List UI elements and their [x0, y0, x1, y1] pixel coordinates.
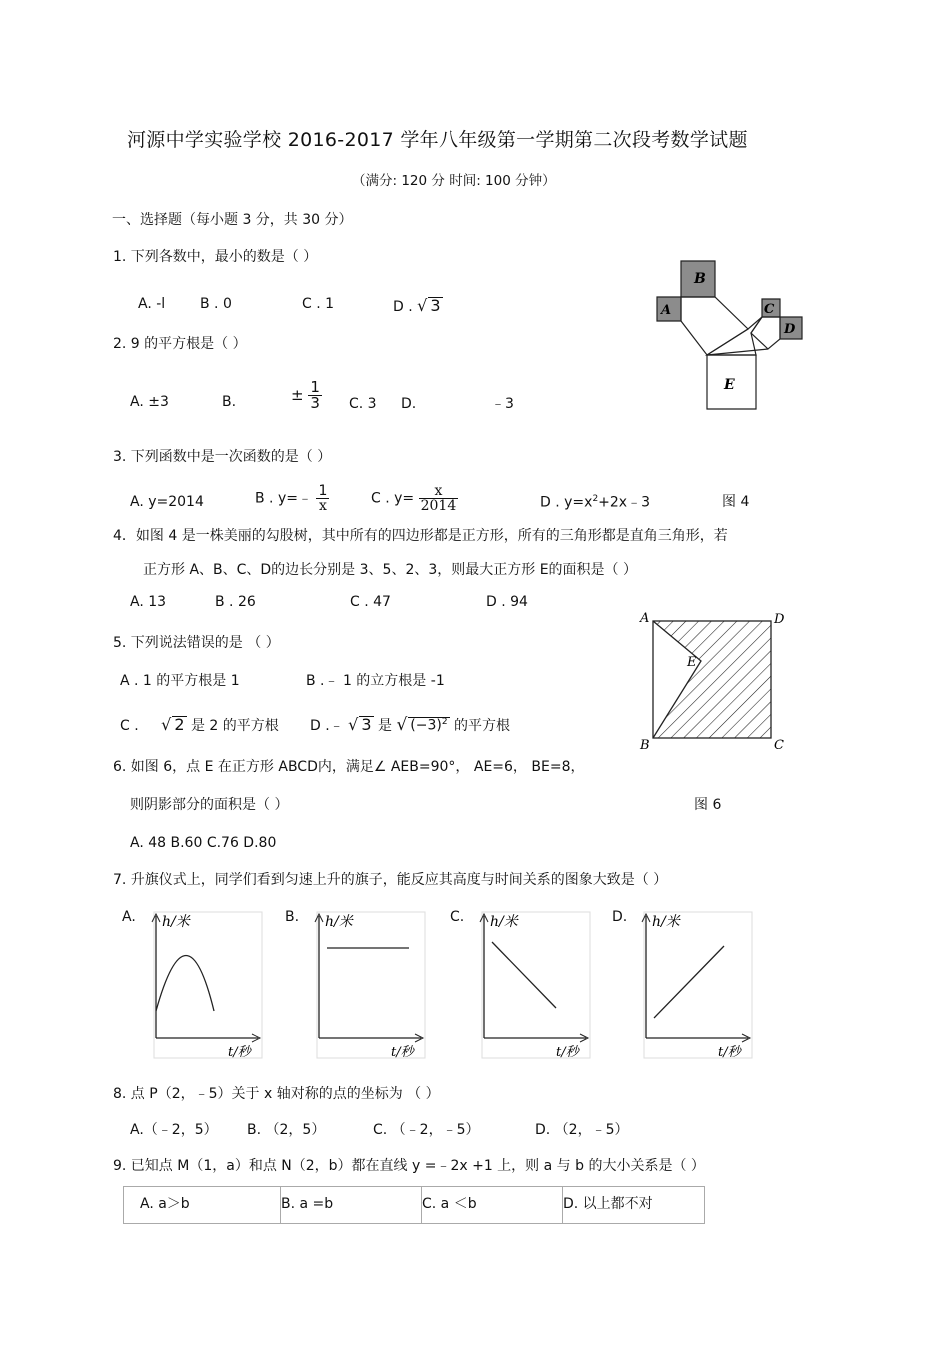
q3-option-b-label: B . y=﹣	[255, 490, 312, 507]
section-heading: 一、选择题（每小题 3 分，共 30 分）	[112, 212, 353, 228]
q5-stem: 5. 下列说法错误的是 （ ）	[113, 635, 280, 651]
figure6-square-diagram	[635, 608, 795, 758]
q7-option-label-b: B.	[285, 909, 300, 925]
q5-option-c-radicand: 2	[174, 715, 185, 734]
q2-option-d-value: ﹣3	[491, 396, 514, 412]
q4-option-c: C . 47	[350, 594, 391, 610]
fig6-label-a: A	[640, 611, 650, 626]
q3-option-b	[255, 484, 329, 513]
q7-y-axis-label: h/米	[162, 914, 190, 930]
q7-x-axis-label: t/秒	[718, 1045, 741, 1060]
q6-line2: 则阴影部分的面积是（ ）	[130, 797, 289, 813]
q3-option-b-denominator: x	[318, 498, 327, 514]
q1-option-b: B . 0	[200, 296, 232, 312]
exam-title: 河源中学实验学校 2016-2017 学年八年级第一学期第二次段考数学试题	[127, 129, 748, 151]
q2-option-b-denominator: 3	[310, 394, 320, 412]
q2-option-d-label: D.	[401, 396, 417, 412]
q7-graph-curve	[492, 942, 556, 1008]
q2-stem: 2. 9 的平方根是（ ）	[113, 336, 247, 352]
q2-option-a: A. ±3	[130, 394, 169, 410]
q3-option-d-suffix: +2x﹣3	[598, 494, 651, 511]
q9-stem: 9. 已知点 M（1，a）和点 N（2，b）都在直线 y =﹣2x +1 上，则 a 与 b 的大小关系是（ ）	[113, 1158, 705, 1174]
fig4-label-d: D	[784, 322, 796, 337]
q9-option-d: D. 以上都不对	[563, 1196, 653, 1212]
q5-option-c-suffix: 是 2 的平方根	[190, 718, 279, 734]
q8-option-d: D. （2，﹣5）	[535, 1122, 629, 1138]
q1-option-d-radicand: 3	[430, 296, 441, 315]
q7-option-label-d: D.	[612, 909, 628, 925]
q6-line1: 6. 如图 6，点 E 在正方形 ABCD内，满足∠ AEB=90°， AE=6， BE=8，	[113, 759, 585, 775]
fig4-label-a: A	[661, 303, 672, 318]
q3-option-b-numerator: 1	[318, 483, 328, 499]
q7-graph-a	[132, 910, 272, 1060]
q7-graph-b	[295, 910, 435, 1060]
q7-x-axis-label: t/秒	[556, 1045, 579, 1060]
figure6-caption: 图 6	[694, 797, 722, 813]
q7-option-label-a: A.	[122, 909, 136, 925]
q5-option-d-label: D .﹣	[310, 718, 344, 734]
q8-stem: 8. 点 P（2，﹣5）关于 x 轴对称的点的坐标为 （ ）	[113, 1086, 440, 1102]
figure4-caption: 图 4	[722, 494, 750, 510]
q3-option-c-numerator: x	[419, 484, 459, 499]
q4-line2: 正方形 A、B、C、D的边长分别是 3、5、2、3，则最大正方形 E的面积是（ ）	[143, 562, 638, 578]
q5-option-d-mid: 是	[377, 718, 392, 734]
q5-option-c-label: C .	[120, 718, 139, 734]
q9-option-c: C. a ＜b	[422, 1196, 477, 1212]
q7-y-axis-label: h/米	[490, 914, 518, 930]
q5-option-d-suffix: 的平方根	[454, 718, 511, 734]
q2-option-b-numerator: 1	[310, 378, 320, 396]
q8-option-c: C. （﹣2，﹣5）	[373, 1122, 480, 1138]
q5-option-c: C . √ 2 是 2 的平方根	[120, 715, 279, 734]
q6-options: A. 48 B.60 C.76 D.80	[130, 835, 277, 851]
q7-graph-curve	[654, 946, 724, 1018]
exam-subtitle: （满分: 120 分 时间: 100 分钟）	[352, 173, 556, 189]
q9-option-b: B. a =b	[281, 1196, 334, 1212]
q5-option-b: B .﹣ 1 的立方根是 -1	[306, 673, 445, 689]
q3-option-c-denominator: 2014	[420, 498, 457, 514]
q1-option-d: D . √ 3	[393, 296, 441, 315]
q3-option-c-label: C . y=	[371, 490, 415, 507]
q3-option-a: A. y=2014	[130, 494, 204, 510]
q2-option-b-label: B.	[222, 394, 237, 410]
fig6-label-d: D	[774, 612, 785, 627]
q1-stem: 1. 下列各数中，最小的数是（ ）	[113, 249, 318, 265]
q1-option-a: A. -l	[138, 296, 166, 312]
q5-option-d-exponent: 2	[441, 717, 448, 728]
figure4-pythagoras-tree	[650, 255, 810, 415]
q3-option-d-exponent: 2	[592, 494, 599, 504]
q5-option-d: D .﹣ √ 3 是 √ $(-3)^2$ 的平方根	[310, 715, 511, 735]
q7-x-axis-label: t/秒	[391, 1045, 414, 1060]
q2-option-c: C. 3	[349, 396, 377, 412]
q2-option-b	[291, 380, 322, 411]
fig6-label-c: C	[774, 738, 784, 753]
fig6-label-e: E	[687, 655, 697, 670]
q3-option-d	[540, 495, 650, 510]
q8-option-b: B. （2，5）	[247, 1122, 326, 1138]
q5-option-a: A . 1 的平方根是 1	[120, 673, 240, 689]
q1-option-d-label: D .	[393, 299, 413, 315]
q3-stem: 3. 下列函数中是一次函数的是（ ）	[113, 449, 332, 465]
q7-graph-d	[622, 910, 762, 1060]
q7-x-axis-label: t/秒	[228, 1045, 251, 1060]
fig4-square-ab	[681, 297, 748, 355]
fig4-label-b: B	[694, 271, 706, 287]
fig4-square-cd	[751, 317, 780, 349]
q7-graph-c	[460, 910, 600, 1060]
q7-graph-curve	[156, 956, 214, 1012]
q4-option-a: A. 13	[130, 594, 167, 610]
q3-option-c	[371, 484, 458, 513]
q7-y-axis-label: h/米	[652, 914, 680, 930]
q3-option-d-label: D . y=x	[540, 494, 593, 511]
q2-option-b-sign: ±	[291, 386, 304, 404]
fig4-label-e: E	[724, 377, 735, 393]
fig6-shaded-region	[653, 621, 771, 738]
q7-y-axis-label: h/米	[325, 914, 353, 930]
fig6-label-b: B	[640, 738, 650, 753]
q9-option-a: A. a＞b	[140, 1196, 190, 1212]
q5-option-d-radicand: 3	[361, 715, 372, 734]
q4-option-b: B . 26	[215, 594, 256, 610]
q4-option-d: D . 94	[486, 594, 528, 610]
q7-stem: 7. 升旗仪式上，同学们看到匀速上升的旗子，能反应其高度与时间关系的图象大致是（ ）	[113, 872, 668, 888]
q8-option-a: A.（﹣2，5）	[130, 1122, 218, 1138]
fig4-label-c: C	[764, 302, 775, 317]
q1-option-c: C . 1	[302, 296, 335, 312]
q5-option-d-radicand2: (−3)	[410, 718, 442, 734]
q7-option-label-c: C.	[450, 909, 465, 925]
q4-line1: 4．如图 4 是一株美丽的勾股树，其中所有的四边形都是正方形，所有的三角形都是直角三角形，若	[113, 528, 728, 544]
